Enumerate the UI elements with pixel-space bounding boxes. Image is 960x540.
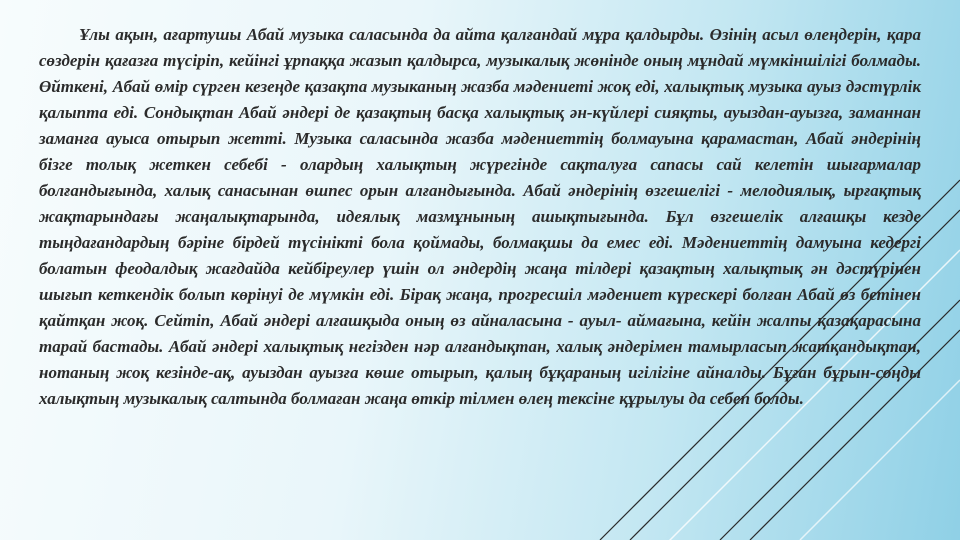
body-paragraph: Ұлы ақын, ағартушы Абай музыка саласында да айта қалғандай мұра қалдырды. Өзінің асыл өлеңдерін, қара сөздерін қағазға түсіріп, кейінгі ұрпаққа жазып қалдырса, музыкалық жөнінде оның мұндай мүмкіншілігі болмады. Өйткені, Абай өмір сүрген кезеңде қазақта музыканың жазба мәдениеті жоқ еді, халықтық музыка ауыз дәстүрлік қалыпта еді. Сондықтан Абай әндері де қазақтың басқа халықтық ән-күйлері сияқты, ауыздан-ауызға, заманнан заманға ауыса отырып жетті. Музыка саласында жазба мәдениеттің болмауына қарамастан, Абай әндерінің бізге толық жеткен себебі - олардың халықтың жүрегінде сақталуға сапасы сай келетін шығармалар болғандығында, халық санасынан өшпес орын алғандығында. Абай әндерінің өзгешелігі - мелодиялық, ырғақтық жақтарындағы жаңалықтарында, идеялық мазмұнының ашықтығында. Бұл өзгешелік алғашқы кезде тыңдағандардың бәріне бірдей түсінікті бола қоймады, болмақшы да емес еді. Мәдениеттің дамуына кедергі болатын феодалдық жағдайда кейбіреулер үшін ол әндердің жаңа тілдері қазақтың халықтық ән дәстүрінен шығып кеткендік болып көрінуі де мүмкін еді. Бірақ жаңа, прогресшіл мәдениет күрескері болған Абай өз бетінен қайтқан жоқ. Сейтіп, Абай әндері алғашқыда оның өз айналасына - ауыл- аймағына, кейін жалпы қазақарасына тарай бастады. Абай әндері халықтық негізден нәр алғандықтан, халық әндерімен тамырласып жатқандықтан, нотаның жоқ кезінде-ақ, ауыздан ауызға көше отырып, қалың бұқараның игілігіне айналды. Бұған бұрын-соңды халықтың музыкалық салтында болмаған жаңа өткір тілмен өлең тексіне құрылуы да себеп болды. bbox=[39, 25, 921, 408]
text-content-area bbox=[39, 22, 921, 522]
